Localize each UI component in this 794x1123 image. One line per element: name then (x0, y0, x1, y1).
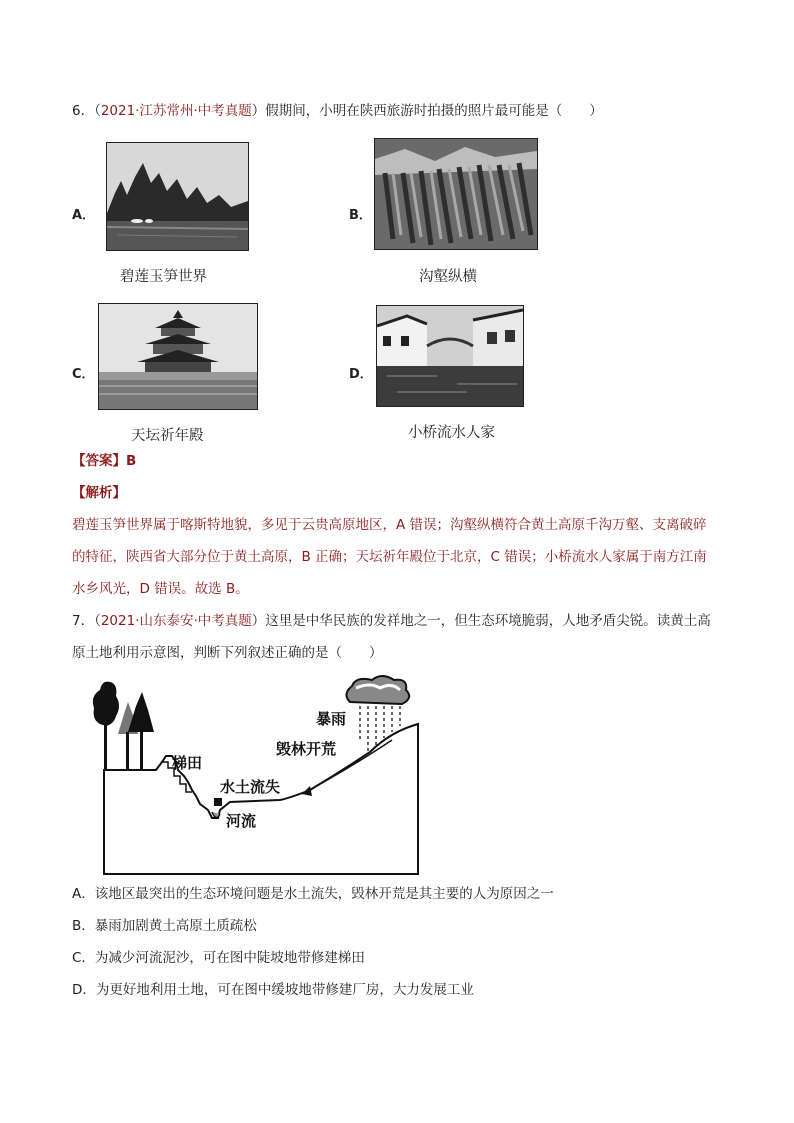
answer-value: B (126, 453, 137, 469)
question-6-source: 2021·江苏常州·中考真题 (100, 103, 252, 119)
option-d-caption: 小桥流水人家 (408, 425, 495, 441)
label-terrace: 梯田 (172, 754, 203, 772)
tree-icons (93, 682, 154, 770)
terrain-profile (104, 724, 418, 874)
cloud-icon (346, 676, 409, 704)
option-c-label: C． (72, 367, 95, 382)
option-a-caption: 碧莲玉笋世界 (120, 269, 207, 285)
analysis-label-text: 【解析】 (72, 485, 126, 501)
option-c-caption: 天坛祈年殿 (131, 428, 204, 444)
question-7-stem-line-2: 原土地利用示意图，判断下列叙述正确的是（ ） (72, 645, 383, 661)
gully-landscape-photo (374, 138, 538, 250)
analysis-line-1: 碧莲玉笋世界属于喀斯特地貌，多见于云贵高原地区，A 错误；沟壑纵横符合黄土高原千沟万壑、支离破碎 (72, 517, 707, 533)
analysis-label (72, 483, 126, 503)
rain-icon (360, 706, 400, 752)
river-marker (214, 798, 222, 806)
loess-plateau-diagram (80, 672, 440, 878)
question-7-option-a: A．该地区最突出的生态环境问题是水土流失，毁林开荒是其主要的人为原因之一 (72, 886, 554, 902)
option-b-label: B． (349, 208, 372, 223)
analysis-line-2: 的特征，陕西省大部分位于黄土高原，B 正确；天坛祈年殿位于北京，C 错误；小桥流水人家属于南方江南 (72, 549, 707, 565)
question-7-option-c: C．为减少河流泥沙，可在图中陡坡地带修建梯田 (72, 950, 365, 966)
question-7-option-d: D．为更好地利用土地，可在图中缓坡地带修建厂房，大力发展工业 (72, 982, 474, 998)
question-6-open-paren: （ (94, 103, 101, 119)
karst-peaks-photo (106, 142, 249, 251)
question-6-stem (72, 101, 603, 121)
question-7-stem-line-1 (72, 611, 711, 631)
temple-of-heaven-photo (98, 303, 258, 410)
analysis-line-3: 水乡风光，D 错误。故选 B。 (72, 581, 249, 597)
label-soil-erosion: 水土流失 (220, 778, 281, 796)
gully-landscape-image (375, 139, 537, 249)
answer-label: 【答案】 (72, 453, 126, 469)
question-6-close-paren: ） (251, 103, 266, 119)
option-a-label: A． (72, 208, 96, 223)
question-7-text-1: 这里是中华民族的发祥地之一，但生态环境脆弱，人地矛盾尖锐。读黄土高 (265, 613, 711, 629)
karst-peaks-image (107, 143, 248, 250)
question-7-open-paren: （ (94, 613, 101, 629)
question-7-number: 7． (72, 613, 95, 629)
water-town-image (377, 306, 523, 406)
label-deforestation: 毁林开荒 (276, 740, 337, 758)
option-d-label: D． (349, 367, 373, 382)
answer-row (72, 451, 136, 471)
label-river: 河流 (226, 812, 257, 830)
question-6-text: 假期间，小明在陕西旅游时拍摄的照片最可能是（ ） (265, 103, 603, 119)
erosion-arrowhead (302, 786, 312, 796)
question-6-number: 6． (72, 103, 95, 119)
question-7-close-paren: ） (251, 613, 266, 629)
water-town-photo (376, 305, 524, 407)
label-rain: 暴雨 (316, 710, 347, 728)
option-b-caption: 沟壑纵横 (419, 269, 477, 285)
question-7-option-b: B．暴雨加剧黄土高原土质疏松 (72, 918, 257, 934)
temple-of-heaven-image (99, 304, 257, 409)
question-7-source: 2021·山东泰安·中考真题 (100, 613, 252, 629)
